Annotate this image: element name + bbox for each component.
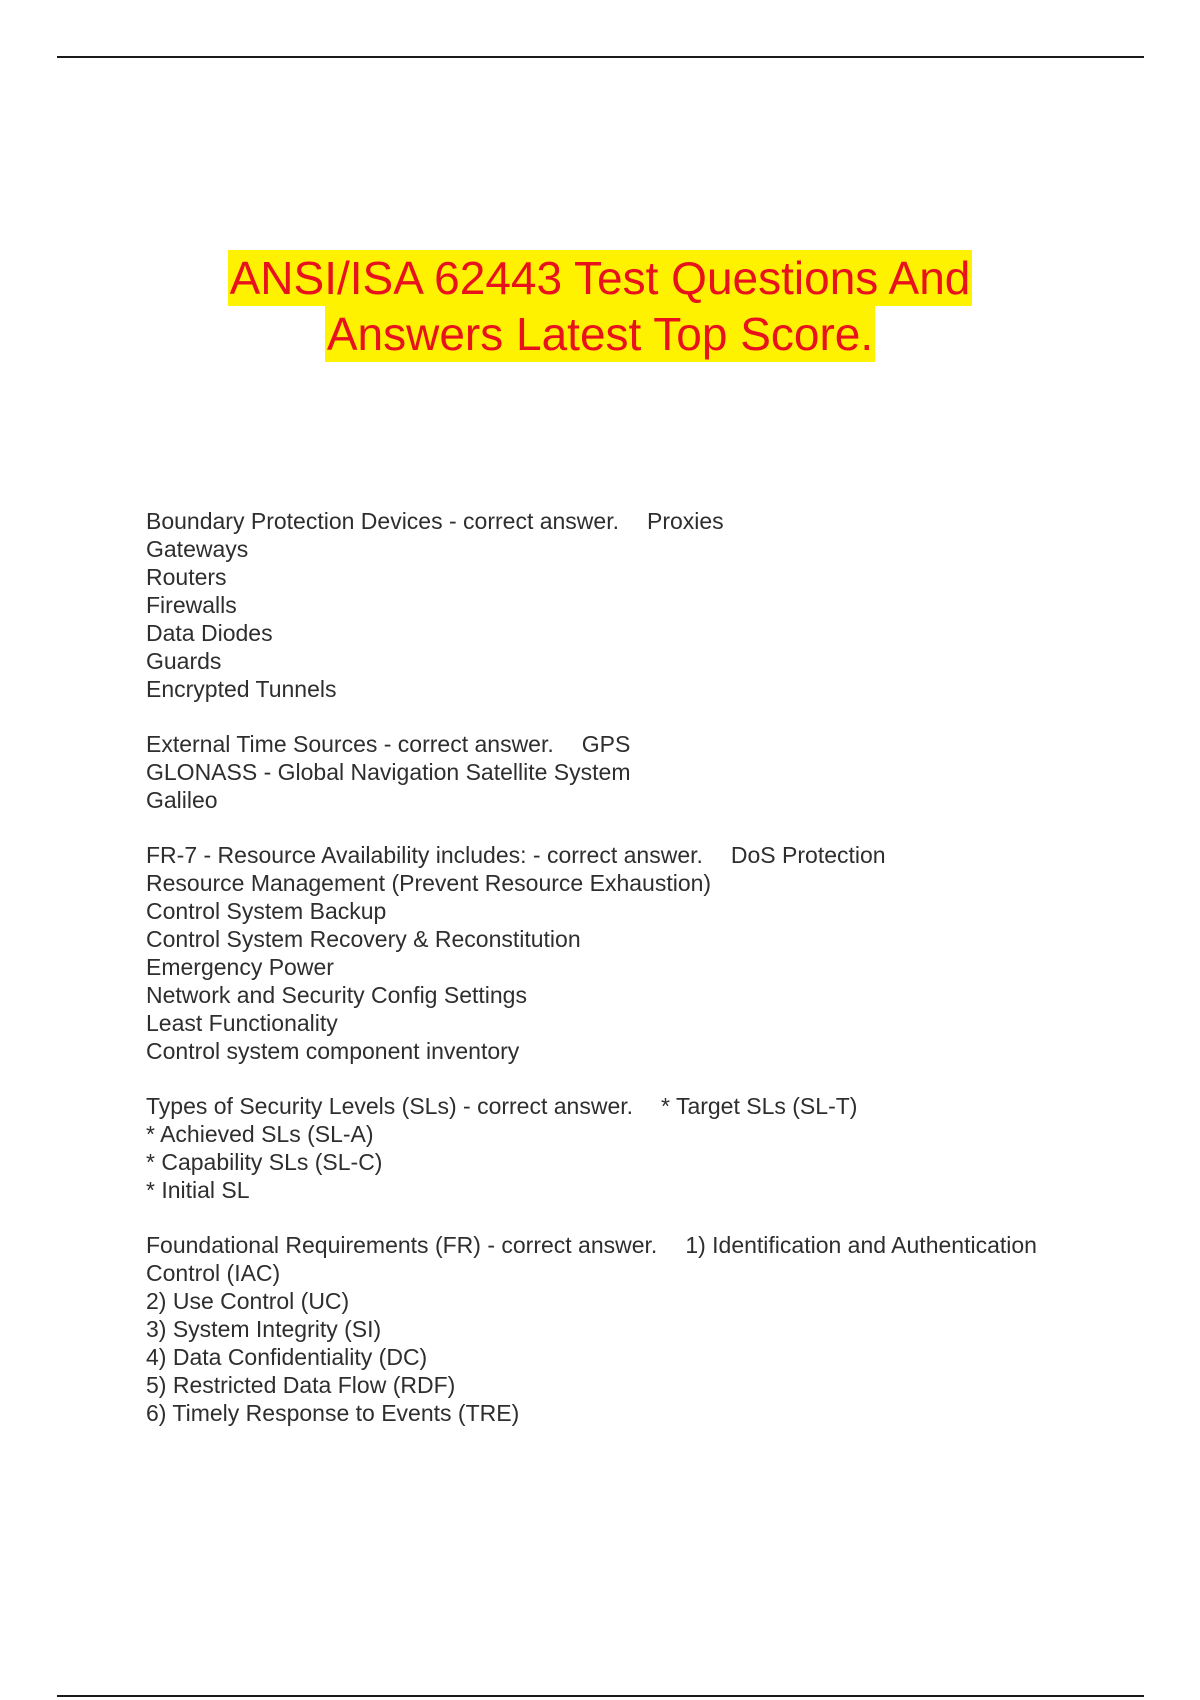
question-text: Foundational Requirements (FR) - correct answer. <box>146 1232 658 1258</box>
qa-item <box>146 1231 1106 1427</box>
qa-question-line <box>146 841 1106 869</box>
answer-text: DoS Protection <box>730 842 886 868</box>
question-text: FR-7 - Resource Availability includes: - correct answer. <box>146 842 703 868</box>
answer-line: Control system component inventory <box>146 1038 520 1064</box>
qa-list <box>146 507 1106 1454</box>
answer-line: 4) Data Confidentiality (DC) <box>146 1344 428 1370</box>
answer-line: Control System Recovery & Reconstitution <box>146 926 581 952</box>
answer-text: 1) Identification and Authentication <box>685 1232 1037 1258</box>
answer-line: 5) Restricted Data Flow (RDF) <box>146 1372 456 1398</box>
question-text: External Time Sources - correct answer. <box>146 731 554 757</box>
qa-question-line <box>146 507 1106 535</box>
title-line-1: ANSI/ISA 62443 Test Questions And <box>229 252 971 304</box>
qa-item <box>146 730 1106 814</box>
answer-line: * Capability SLs (SL-C) <box>146 1149 383 1175</box>
answer-line: Galileo <box>146 787 218 813</box>
qa-question-line <box>146 1231 1106 1259</box>
title-line-2: Answers Latest Top Score. <box>326 308 874 360</box>
qa-item <box>146 1092 1106 1204</box>
answer-line: Encrypted Tunnels <box>146 676 337 702</box>
answer-line: Control System Backup <box>146 898 387 924</box>
answer-text: GPS <box>581 731 631 757</box>
question-text: Types of Security Levels (SLs) - correct answer. <box>146 1093 634 1119</box>
answer-line: 2) Use Control (UC) <box>146 1288 350 1314</box>
answer-line: GLONASS - Global Navigation Satellite System <box>146 759 631 785</box>
answer-line: * Achieved SLs (SL-A) <box>146 1121 374 1147</box>
answer-line: 6) Timely Response to Events (TRE) <box>146 1400 520 1426</box>
answer-line: Control (IAC) <box>146 1260 281 1286</box>
document-title <box>0 250 1200 362</box>
answer-line: Least Functionality <box>146 1010 338 1036</box>
qa-item <box>146 841 1106 1065</box>
answer-text: Proxies <box>646 508 724 534</box>
answer-line: Resource Management (Prevent Resource Exhaustion) <box>146 870 712 896</box>
answer-text: * Target SLs (SL-T) <box>661 1093 858 1119</box>
bottom-rule <box>57 1695 1144 1697</box>
answer-line: Routers <box>146 564 227 590</box>
answer-line: Firewalls <box>146 592 237 618</box>
answer-line: Data Diodes <box>146 620 273 646</box>
qa-question-line <box>146 730 1106 758</box>
answer-line: Guards <box>146 648 222 674</box>
qa-item <box>146 507 1106 703</box>
answer-line: Emergency Power <box>146 954 334 980</box>
answer-line: Network and Security Config Settings <box>146 982 527 1008</box>
top-rule <box>57 56 1144 58</box>
answer-line: * Initial SL <box>146 1177 250 1203</box>
qa-question-line <box>146 1092 1106 1120</box>
question-text: Boundary Protection Devices - correct answer. <box>146 508 619 534</box>
answer-line: 3) System Integrity (SI) <box>146 1316 382 1342</box>
answer-line: Gateways <box>146 536 249 562</box>
